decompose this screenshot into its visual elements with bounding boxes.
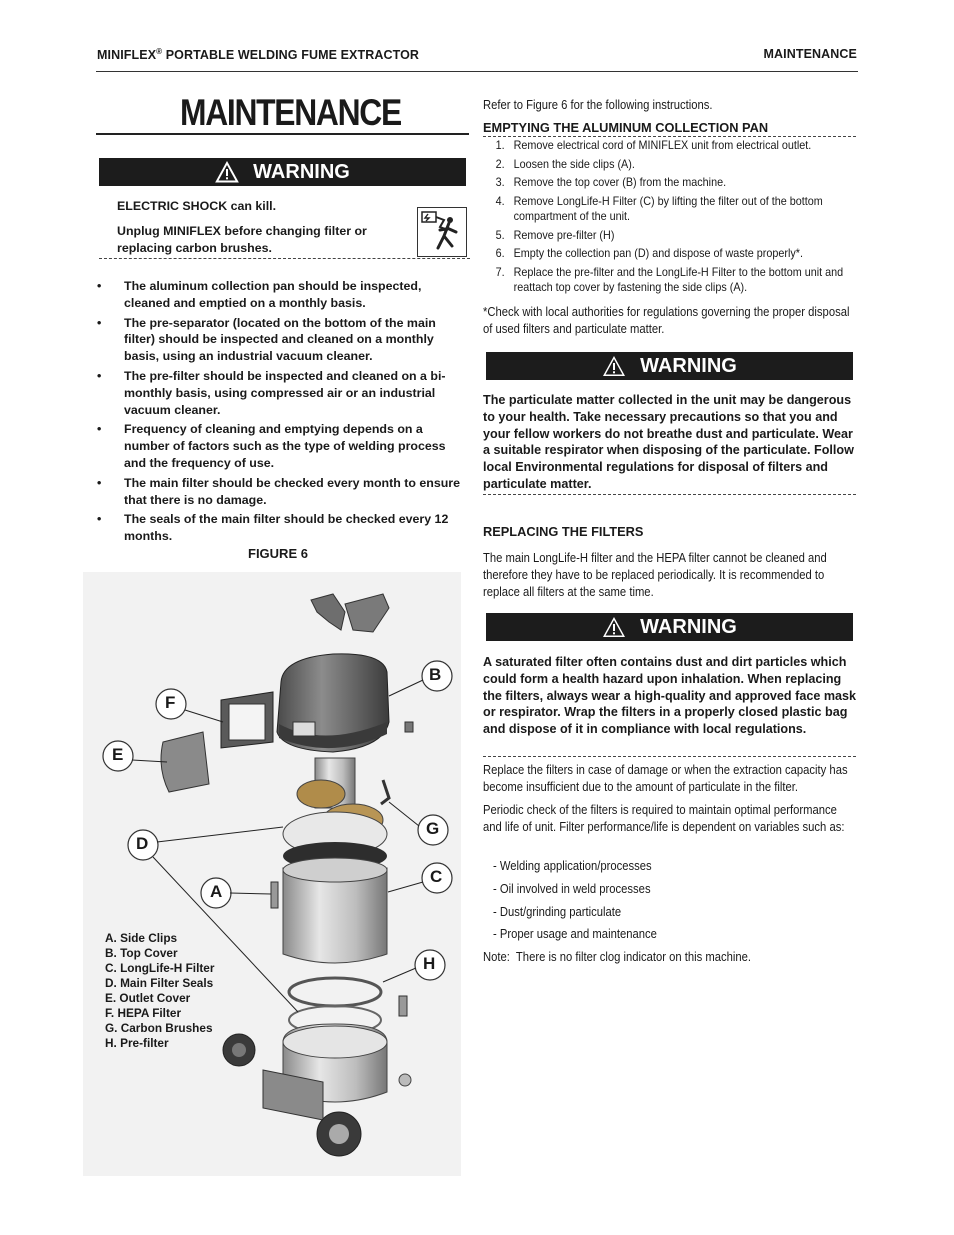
- callout-a: A: [210, 882, 223, 901]
- figure-6-illustration: [83, 572, 461, 1176]
- legend-item: G. Carbon Brushes: [105, 1021, 213, 1035]
- callout-e: E: [112, 745, 124, 764]
- intro-text: Refer to Figure 6 for the following instructions.: [483, 98, 713, 112]
- legend-item: C. LongLife-H Filter: [105, 961, 215, 975]
- step-number: 7.: [495, 264, 505, 279]
- emptying-steps: [483, 138, 844, 299]
- callout-c: C: [430, 867, 443, 886]
- replacing-heading: REPLACING THE FILTERS: [483, 524, 644, 539]
- warning-triangle-icon: [602, 355, 626, 377]
- saturated-filter-warning-text: A saturated filter often contains dust and dirt particles which could form a health hazard upon inhalation. When replacing the filters, always wear a high-quality and approved face mask or respirator. Wrap the filters in a properly closed plastic bag and dispose of it in compliance with local regulations.: [483, 655, 857, 737]
- replace-paragraph-1: Replace the filters in case of damage or when the extraction capacity has become insufficient due to the amount of particulate in the filter.: [483, 763, 848, 794]
- warning-label: WARNING: [640, 354, 737, 377]
- figure-caption: FIGURE 6: [248, 546, 308, 561]
- warning-triangle-icon: [602, 616, 626, 638]
- header-product-name: MINIFLEX: [97, 48, 157, 63]
- legend-item: H. Pre-filter: [105, 1036, 169, 1050]
- legend-item: F. HEPA Filter: [105, 1006, 182, 1020]
- header-section: MAINTENANCE: [763, 47, 857, 61]
- callout-f: F: [165, 693, 176, 712]
- electric-shock-line: ELECTRIC SHOCK can kill.: [117, 199, 277, 213]
- list-item: [483, 194, 849, 225]
- particulate-warning-text: The particulate matter collected in the unit may be dangerous to your health. Take necessary precautions so that you and your fellow workers do not breathe dust and particulate. Wear a suitable respirator when disposing of the particulate. Follow local Environmental regulations for disposal of filters and particulate matter.: [483, 393, 854, 491]
- variable-item: - Proper usage and maintenance: [493, 927, 657, 941]
- step-text: Remove the top cover (B) from the machine.: [513, 175, 727, 189]
- warning3-dashed-rule: [483, 756, 856, 757]
- callout-g: G: [426, 819, 440, 838]
- list-item: [483, 265, 849, 296]
- variable-item: - Dust/grinding particulate: [493, 905, 622, 919]
- legend-item: E. Outlet Cover: [105, 991, 191, 1005]
- maintenance-bullet-list: [97, 278, 465, 548]
- warning-label: WARNING: [253, 160, 350, 183]
- warning-banner-saturated-filter: [486, 613, 853, 641]
- step-number: 4.: [495, 193, 505, 208]
- step-number: 2.: [495, 156, 505, 171]
- list-item: • The main filter should be checked every month to ensure that there is no damage.: [97, 475, 465, 509]
- footnote: *Check with local authorities for regulations governing the proper disposal of used filters and particulate matter.: [483, 305, 850, 336]
- exploded-view-drawing: [83, 572, 461, 1176]
- list-item: • The pre-separator (located on the bottom of the main filter) should be inspected and cleaned on a monthly basis, using an industrial vacuum cleaner.: [97, 315, 465, 365]
- step-number: 6.: [495, 246, 505, 260]
- electric-shock-icon: [417, 207, 467, 257]
- step-number: 5.: [495, 227, 505, 242]
- callout-b: B: [429, 665, 442, 684]
- replacing-text: The main LongLife-H filter and the HEPA filter cannot be cleaned and therefore they have to be replaced periodically. It is recommended to replace all filters at the same time.: [483, 551, 827, 599]
- filter-note: Note: There is no filter clog indicator on this machine.: [483, 950, 752, 964]
- emptying-heading: EMPTYING THE ALUMINUM COLLECTION PAN: [483, 120, 769, 135]
- list-item: • The aluminum collection pan should be inspected, cleaned and emptied on a monthly basis.: [97, 278, 465, 312]
- step-text: Remove pre-filter (H): [513, 227, 615, 242]
- step-number: 1.: [495, 138, 505, 152]
- header-divider: [96, 71, 858, 72]
- list-item: [483, 246, 849, 262]
- list-item: [483, 175, 849, 191]
- replace-paragraph-2: Periodic check of the filters is required to maintain optimal performance and life of unit. Filter performance/life is dependent on variables such as:: [483, 803, 845, 834]
- page-title: MAINTENANCE: [180, 92, 401, 133]
- warning-triangle-icon: [215, 161, 239, 183]
- warning2-dashed-rule: [483, 494, 856, 495]
- list-item: • Frequency of cleaning and emptying depends on a number of factors such as the type of welding process and the frequency of use.: [97, 421, 465, 471]
- step-text: Remove LongLife-H Filter (C) by lifting the filter out of the bottom compartment of the unit.: [513, 193, 823, 223]
- list-item: [483, 157, 849, 173]
- list-item: [483, 228, 849, 244]
- legend-item: B. Top Cover: [105, 946, 178, 960]
- emptying-dashed-rule: [483, 136, 856, 137]
- warning-banner-electric: [99, 158, 466, 186]
- header-product-rest: PORTABLE WELDING FUME EXTRACTOR: [162, 48, 420, 63]
- step-text: Replace the pre-filter and the LongLife-H Filter to the bottom unit and reattach top cover by fastening the side clips (A).: [513, 264, 844, 294]
- step-text: Remove electrical cord of MINIFLEX unit from electrical outlet.: [513, 138, 812, 152]
- unplug-line: Unplug MINIFLEX before changing filter or replacing carbon brushes.: [117, 224, 367, 255]
- list-item: [483, 138, 849, 154]
- step-text: Loosen the side clips (A).: [513, 156, 635, 171]
- legend-item: D. Main Filter Seals: [105, 976, 214, 990]
- figure-legend: [105, 931, 214, 1051]
- step-number: 3.: [495, 175, 505, 189]
- step-text: Empty the collection pan (D) and dispose of waste properly*.: [513, 246, 803, 260]
- list-item: • The pre-filter should be inspected and cleaned on a bi-monthly basis, using compressed air or an industrial vacuum cleaner.: [97, 368, 465, 418]
- header-product: [97, 47, 419, 62]
- registered-mark: ®: [156, 47, 163, 56]
- title-rule: [96, 133, 469, 135]
- variable-item: - Welding application/processes: [493, 859, 652, 873]
- callout-d: D: [136, 834, 149, 853]
- legend-item: A. Side Clips: [105, 931, 178, 945]
- callout-h: H: [423, 954, 436, 973]
- list-item: • The seals of the main filter should be checked every 12 months.: [97, 511, 465, 545]
- warning-label: WARNING: [640, 615, 737, 638]
- warning-banner-particulate: [486, 352, 853, 380]
- warning1-dashed-rule: [99, 258, 470, 259]
- variable-item: - Oil involved in weld processes: [493, 882, 651, 896]
